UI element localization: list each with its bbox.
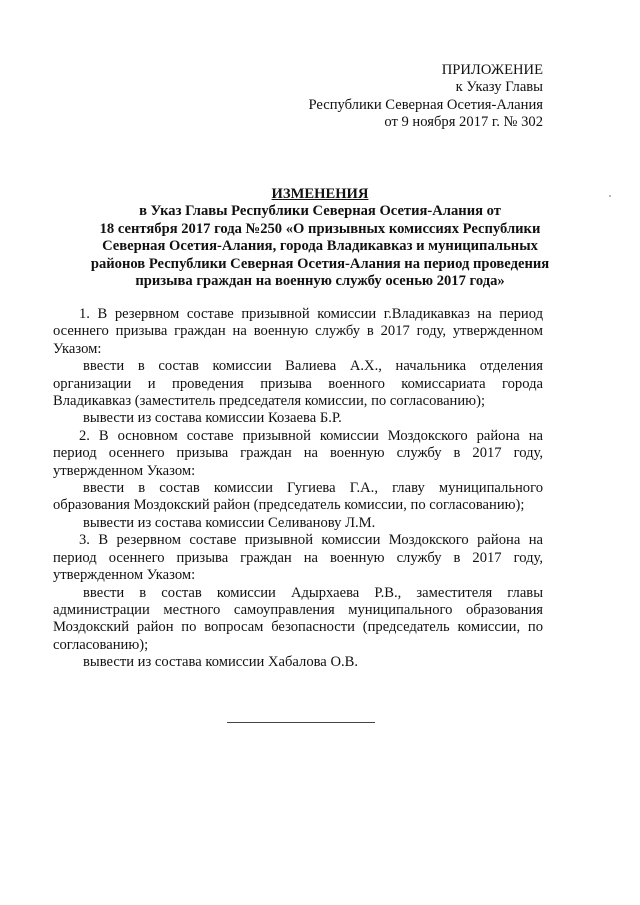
title-line: Северная Осетия-Алания, города Владикавказ и муниципальных (102, 238, 538, 255)
title-line: районов Республики Северная Осетия-Алания на период проведения (90, 255, 550, 272)
appendix-republic: Республики Северная Осетия-Алания (308, 96, 543, 113)
document-title (40, 186, 600, 290)
closing-rule (227, 722, 375, 723)
item-remove-member: вывести из состава комиссии Козаева Б.Р. (83, 410, 342, 427)
item-add-member: ввести в состав комиссии Гугиева Г.А., главу муниципального образования Моздокский район (председатель комиссии, по согласованию); (53, 480, 543, 514)
appendix-label: ПРИЛОЖЕНИЕ (441, 62, 543, 78)
appendix-decree-ref: к Указу Главы (455, 79, 543, 96)
title-line: в Указ Главы Республики Северная Осетия-Алания от (139, 203, 501, 220)
item-add-member: ввести в состав комиссии Валиева А.Х., начальника отделения организации и проведения призыва военного комиссариата города Владикавказ (заместитель председателя комиссии, по согласованию); (53, 358, 543, 410)
item-paragraph: 3. В резервном составе призывной комиссии Моздокского района на период осеннего призыва граждан на военную службу в 2017 году, утвержденном Указом: (53, 532, 543, 584)
document-body (53, 306, 543, 672)
appendix-header (308, 62, 543, 132)
scan-speck (609, 195, 611, 197)
title-heading: ИЗМЕНЕНИЯ (271, 186, 369, 202)
item-paragraph: 2. В основном составе призывной комиссии Моздокского района на период осеннего призыва граждан на военную службу в 2017 году, утвержденном Указом: (53, 427, 543, 479)
item-add-member: ввести в состав комиссии Адырхаева Р.В., заместителя главы администрации местного самоуправления муниципального образования Моздокский район по вопросам безопасности (председатель комиссии, по согласованию); (53, 584, 543, 653)
title-line: 18 сентября 2017 года №250 «О призывных комиссиях Республики (99, 220, 541, 237)
item-remove-member: вывести из состава комиссии Хабалова О.В. (83, 654, 359, 671)
appendix-date-number: от 9 ноября 2017 г. № 302 (384, 114, 543, 131)
item-paragraph: 1. В резервном составе призывной комиссии г.Владикавказ на период осеннего призыва граждан на военную службу в 2017 году, утвержденном Указом: (53, 306, 543, 357)
title-line: призыва граждан на военную службу осенью 2017 года» (135, 273, 505, 290)
item-remove-member: вывести из состава комиссии Селиванову Л.М. (83, 514, 376, 531)
